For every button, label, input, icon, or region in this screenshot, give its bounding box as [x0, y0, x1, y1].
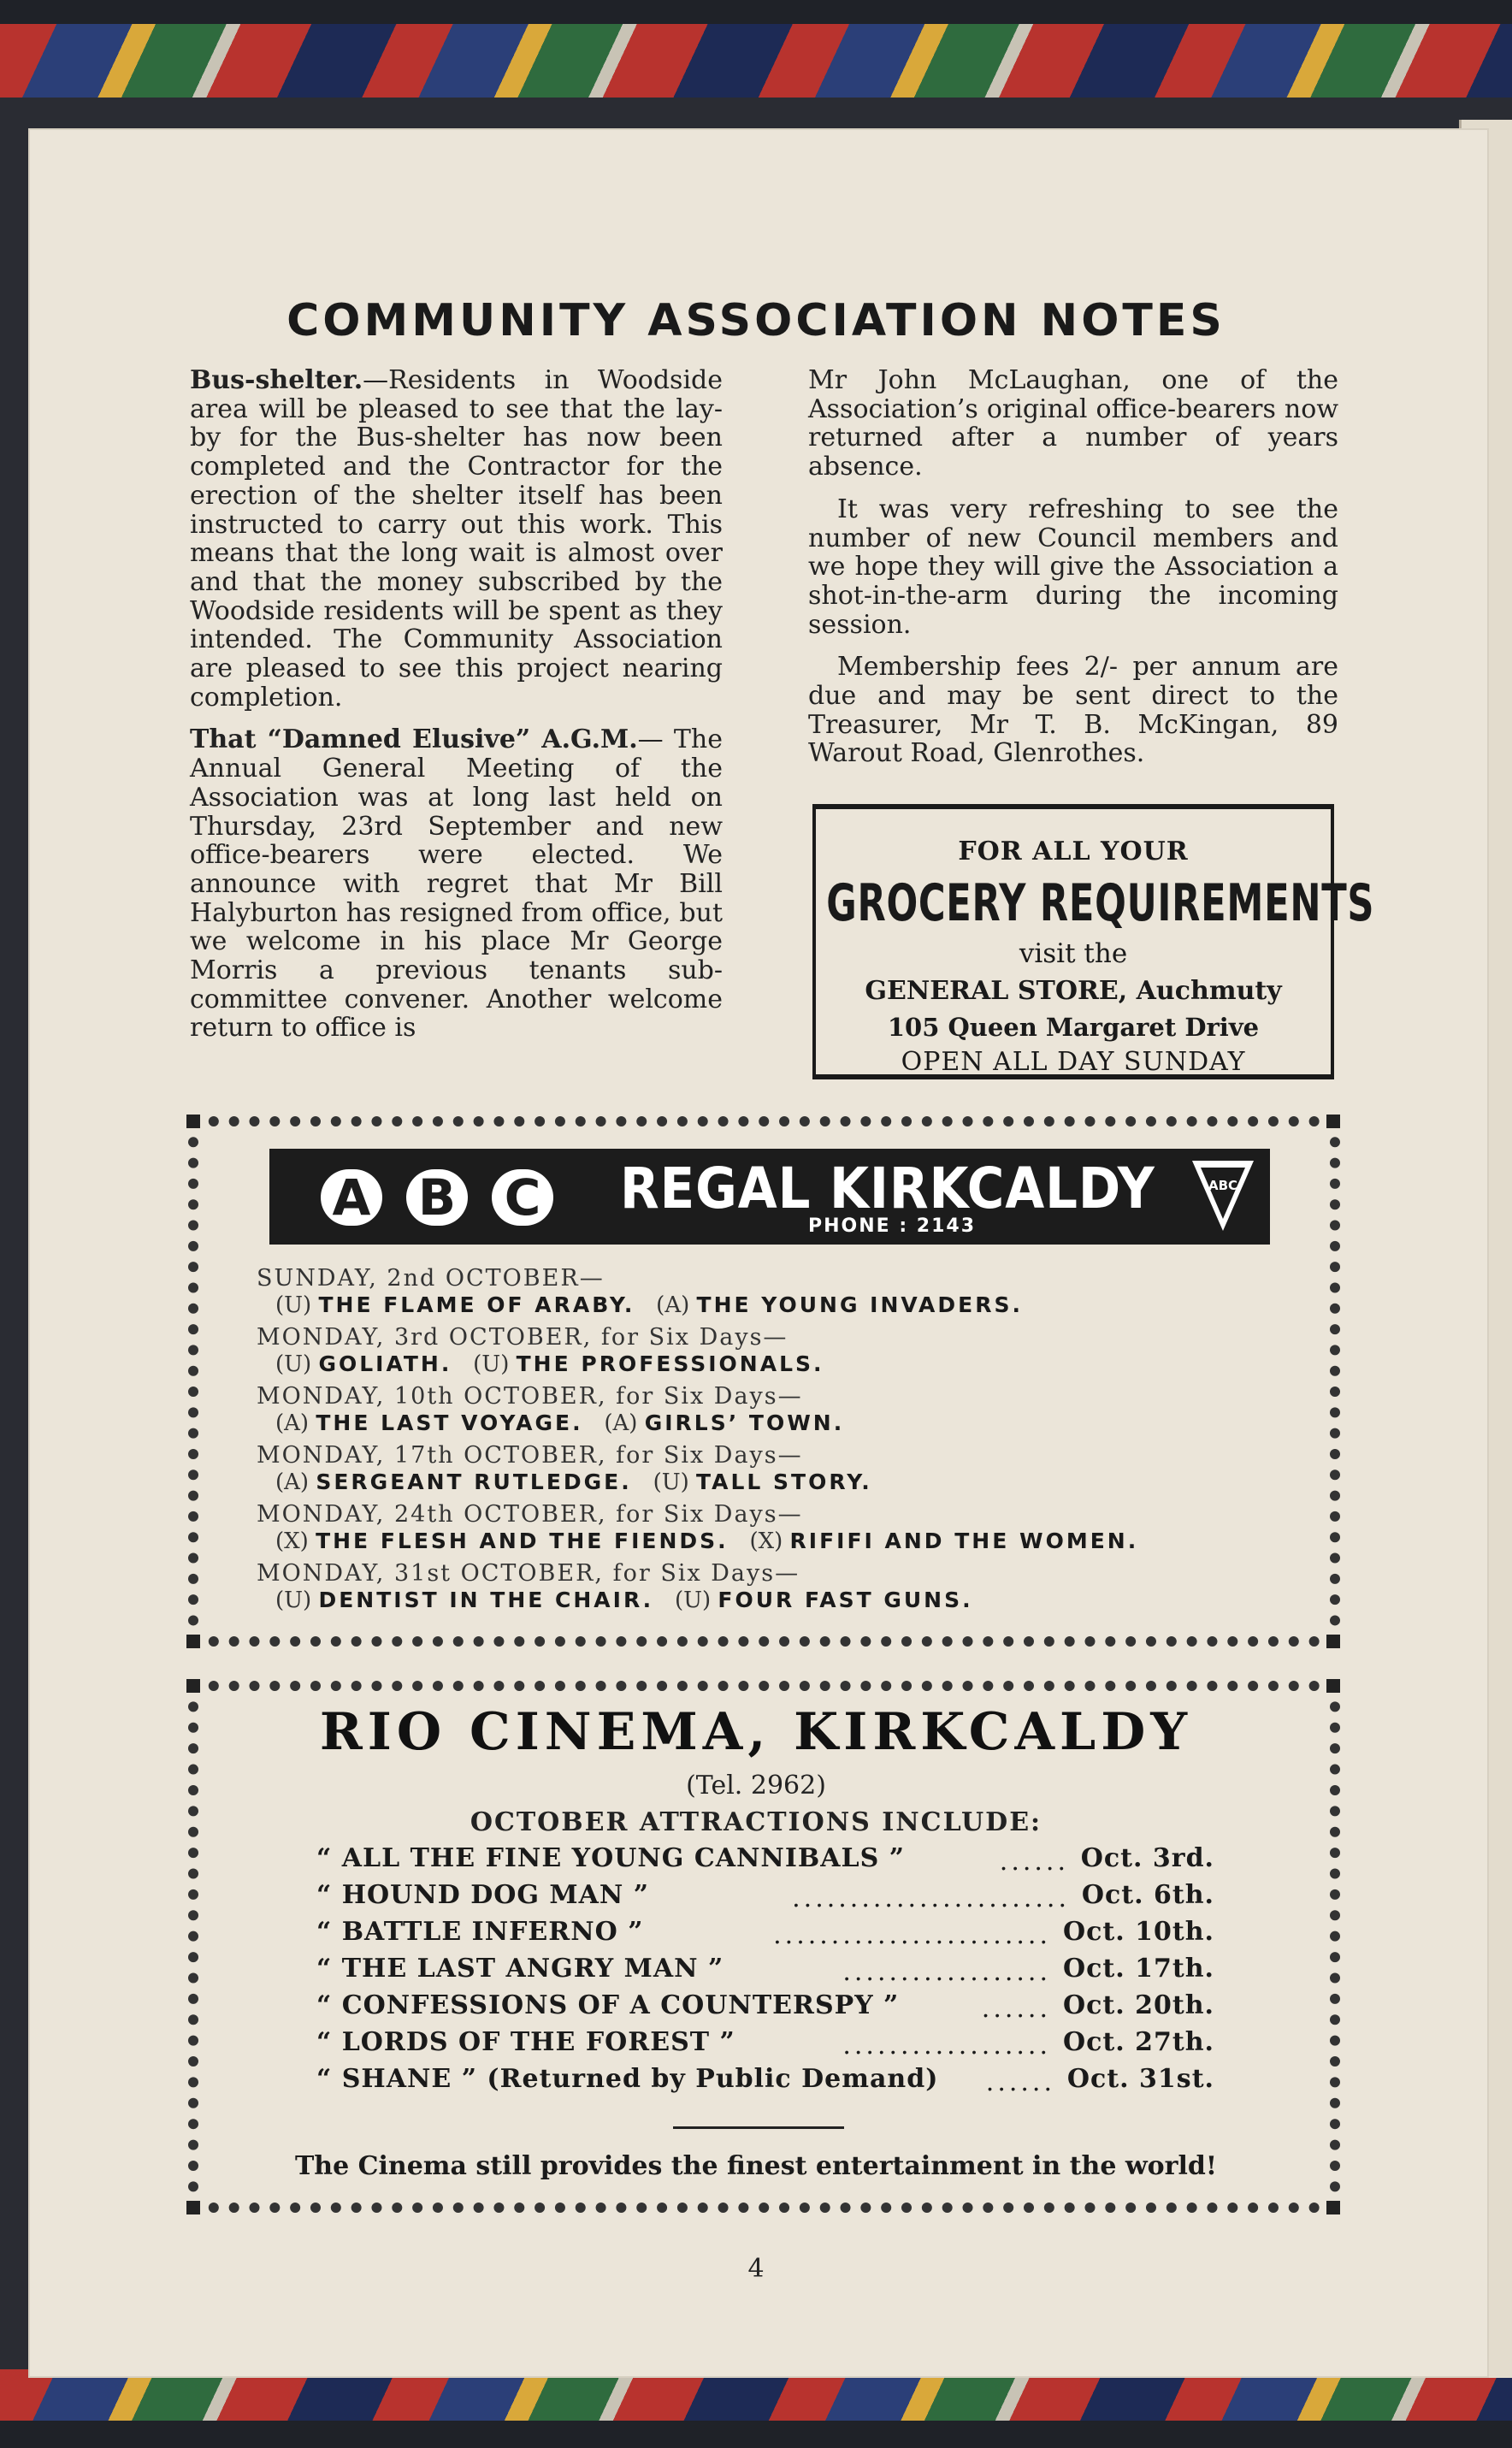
abc-letter-a: A — [321, 1169, 382, 1226]
bus-shelter-text: —Residents in Woodside area will be pleased to see that the lay-by for the Bus-shelter has now been completed and the Contractor for the erection of the shelter itself has been instructed to carry out this work. This means that the long wait is almost over and that the money subscribed by the Woodside residents will be spent as they intended. The Community Association are pleased to see this project nearing completion. — [190, 365, 723, 713]
agm-text: — The Annual General Meeting of the Association was at long last held on Thursday, 23rd September and new office-bearers were elected. We announce with regret that Mr Bill Halyburton has resigned from office, but we welcome in his place Mr George Morris a previous tenants sub-committee convener. Another welcome return to office is — [190, 724, 723, 1044]
rio-film-date: Oct. 27th. — [1062, 2027, 1214, 2057]
frame-corner — [1326, 2201, 1340, 2214]
cinema-phone: PHONE : 2143 — [808, 1215, 977, 1237]
frame-corner — [186, 1679, 200, 1693]
rio-film-title: “ SHANE ” (Returned by Public Demand) — [316, 2064, 939, 2094]
film-title: THE YOUNG INVADERS. — [696, 1292, 1023, 1317]
film-title: GIRLS’ TOWN. — [644, 1410, 845, 1435]
rio-film-row — [316, 2064, 1214, 2101]
certificate: (A) — [656, 1292, 690, 1318]
rio-film-title: “ CONFESSIONS OF A COUNTERSPY ” — [316, 1990, 900, 2020]
film-title: THE LAST VOYAGE. — [316, 1410, 583, 1435]
bus-shelter-paragraph — [190, 366, 723, 712]
leader-dots: .................. — [842, 2031, 1051, 2061]
certificate: (U) — [473, 1351, 510, 1377]
rio-subtitle: OCTOBER ATTRACTIONS INCLUDE: — [470, 1807, 1042, 1837]
certificate: (X) — [275, 1529, 309, 1554]
cinema-name: REGAL KIRKCALDY — [620, 1156, 1155, 1221]
rio-film-date: Oct. 10th. — [1062, 1917, 1214, 1947]
certificate: (A) — [275, 1410, 310, 1436]
rio-film-row — [316, 1843, 1214, 1880]
agm-lead: That “Damned Elusive” A.G.M. — [190, 724, 638, 755]
abc-letter-b: B — [406, 1169, 468, 1226]
rio-divider — [673, 2126, 844, 2129]
rio-film-date: Oct. 20th. — [1062, 1990, 1214, 2020]
showing-block — [257, 1325, 824, 1378]
right-paragraph-3: Membership fees 2/- per annum are due and may be sent direct to the Treasurer, Mr T. B. McKingan, 89 Warout Road, Glenrothes. — [808, 652, 1338, 769]
rio-film-title: “ BATTLE INFERNO ” — [316, 1917, 644, 1947]
left-column — [190, 366, 723, 1056]
page-number: 4 — [747, 2254, 765, 2284]
certificate: (U) — [275, 1292, 312, 1318]
film-title: FOUR FAST GUNS. — [718, 1588, 973, 1612]
film-title: DENTIST IN THE CHAIR. — [318, 1588, 654, 1612]
showing-block — [257, 1502, 1138, 1555]
film-title: THE PROFESSIONALS. — [516, 1351, 824, 1376]
certificate: (X) — [749, 1529, 783, 1554]
film-title: THE FLAME OF ARABY. — [318, 1292, 635, 1317]
certificate: (U) — [275, 1351, 312, 1377]
grocery-line-6: OPEN ALL DAY SUNDAY — [901, 1047, 1246, 1077]
rio-film-row — [316, 1990, 1214, 2027]
rio-film-title: “ THE LAST ANGRY MAN ” — [316, 1954, 724, 1984]
leader-dots: .................. — [842, 1957, 1051, 1987]
film-title: RIFIFI AND THE WOMEN. — [789, 1529, 1139, 1553]
showing-date: SUNDAY, 2nd OCTOBER— — [257, 1265, 605, 1292]
rio-film-title: “ LORDS OF THE FOREST ” — [316, 2027, 735, 2057]
rio-telephone: (Tel. 2962) — [686, 1771, 826, 1801]
leader-dots: ........................ — [773, 1920, 1051, 1950]
film-title: THE FLESH AND THE FIENDS. — [316, 1529, 729, 1553]
certificate: (A) — [604, 1410, 638, 1436]
grocery-line-2: GROCERY REQUIREMENTS — [826, 873, 1375, 933]
certificate: (U) — [674, 1588, 712, 1613]
frame-corner — [186, 1635, 200, 1648]
leader-dots: ...... — [999, 1847, 1069, 1877]
rio-film-date: Oct. 31st. — [1066, 2064, 1214, 2094]
showing-block — [257, 1266, 1023, 1319]
rio-film-row — [316, 1880, 1214, 1917]
grocery-line-3: visit the — [1019, 938, 1128, 969]
certificate: (U) — [275, 1588, 312, 1613]
rio-film-date: Oct. 17th. — [1062, 1954, 1214, 1984]
showing-date: MONDAY, 31st OCTOBER, for Six Days— — [257, 1560, 800, 1587]
rio-film-date: Oct. 3rd. — [1080, 1843, 1214, 1873]
rio-cinema-title: RIO CINEMA, KIRKCALDY — [319, 1702, 1193, 1762]
right-paragraph-1: Mr John McLaughan, one of the Association’s original office-bearers now returned after a number of years absence. — [808, 365, 1338, 482]
showing-block — [257, 1561, 973, 1614]
certificate: (A) — [275, 1469, 310, 1495]
grocery-advert — [812, 804, 1375, 1079]
showing-films — [275, 1469, 872, 1496]
frame-corner — [1326, 1679, 1340, 1693]
leader-dots: ........................ — [792, 1883, 1070, 1913]
film-title: GOLIATH. — [318, 1351, 452, 1376]
showing-date: MONDAY, 17th OCTOBER, for Six Days— — [257, 1442, 803, 1469]
rio-film-row — [316, 1917, 1214, 1954]
showing-films — [275, 1351, 824, 1378]
grocery-line-5: 105 Queen Margaret Drive — [887, 1013, 1260, 1042]
page-heading: COMMUNITY ASSOCIATION NOTES — [286, 295, 1226, 346]
frame-corner — [186, 1115, 200, 1128]
showing-date: MONDAY, 24th OCTOBER, for Six Days— — [257, 1501, 803, 1528]
film-title: SERGEANT RUTLEDGE. — [316, 1469, 632, 1494]
right-paragraph-2: It was very refreshing to see the number of new Council members and we hope they will give the Association a shot-in-the-arm during the incoming session. — [808, 494, 1338, 640]
showing-block — [257, 1443, 872, 1496]
film-title: TALL STORY. — [696, 1469, 872, 1494]
showing-date: MONDAY, 10th OCTOBER, for Six Days— — [257, 1383, 803, 1410]
frame-corner — [186, 2201, 200, 2214]
abc-regal-banner — [269, 1149, 1270, 1245]
bus-shelter-lead: Bus-shelter. — [190, 365, 363, 395]
showing-films — [275, 1528, 1138, 1555]
leader-dots: ...... — [985, 2067, 1055, 2097]
rio-attractions-list — [316, 1843, 1214, 2101]
right-column — [808, 366, 1338, 782]
rio-film-title: “ HOUND DOG MAN ” — [316, 1880, 650, 1910]
rio-footer: The Cinema still provides the finest entertainment in the world! — [294, 2151, 1218, 2181]
rio-film-row — [316, 2027, 1214, 2064]
tartan-cover-top — [0, 24, 1512, 98]
agm-paragraph — [190, 725, 723, 1043]
rio-film-row — [316, 1954, 1214, 1990]
rio-film-title: “ ALL THE FINE YOUNG CANNIBALS ” — [316, 1843, 905, 1873]
abc-triangle-logo-icon — [1189, 1157, 1257, 1234]
showing-date: MONDAY, 3rd OCTOBER, for Six Days— — [257, 1324, 788, 1351]
grocery-line-1: FOR ALL YOUR — [958, 837, 1189, 866]
leader-dots: ...... — [981, 1994, 1051, 2024]
showing-films — [275, 1410, 844, 1437]
rio-film-date: Oct. 6th. — [1081, 1880, 1214, 1910]
showing-block — [257, 1384, 844, 1437]
grocery-line-4: GENERAL STORE, Auchmuty — [865, 976, 1282, 1006]
showing-films — [275, 1587, 973, 1614]
certificate: (U) — [653, 1469, 689, 1495]
showing-films — [275, 1292, 1023, 1319]
abc-letter-c: C — [492, 1169, 553, 1226]
frame-corner — [1326, 1115, 1340, 1128]
frame-corner — [1326, 1635, 1340, 1648]
abc-logo-text: ABC — [1208, 1178, 1238, 1193]
